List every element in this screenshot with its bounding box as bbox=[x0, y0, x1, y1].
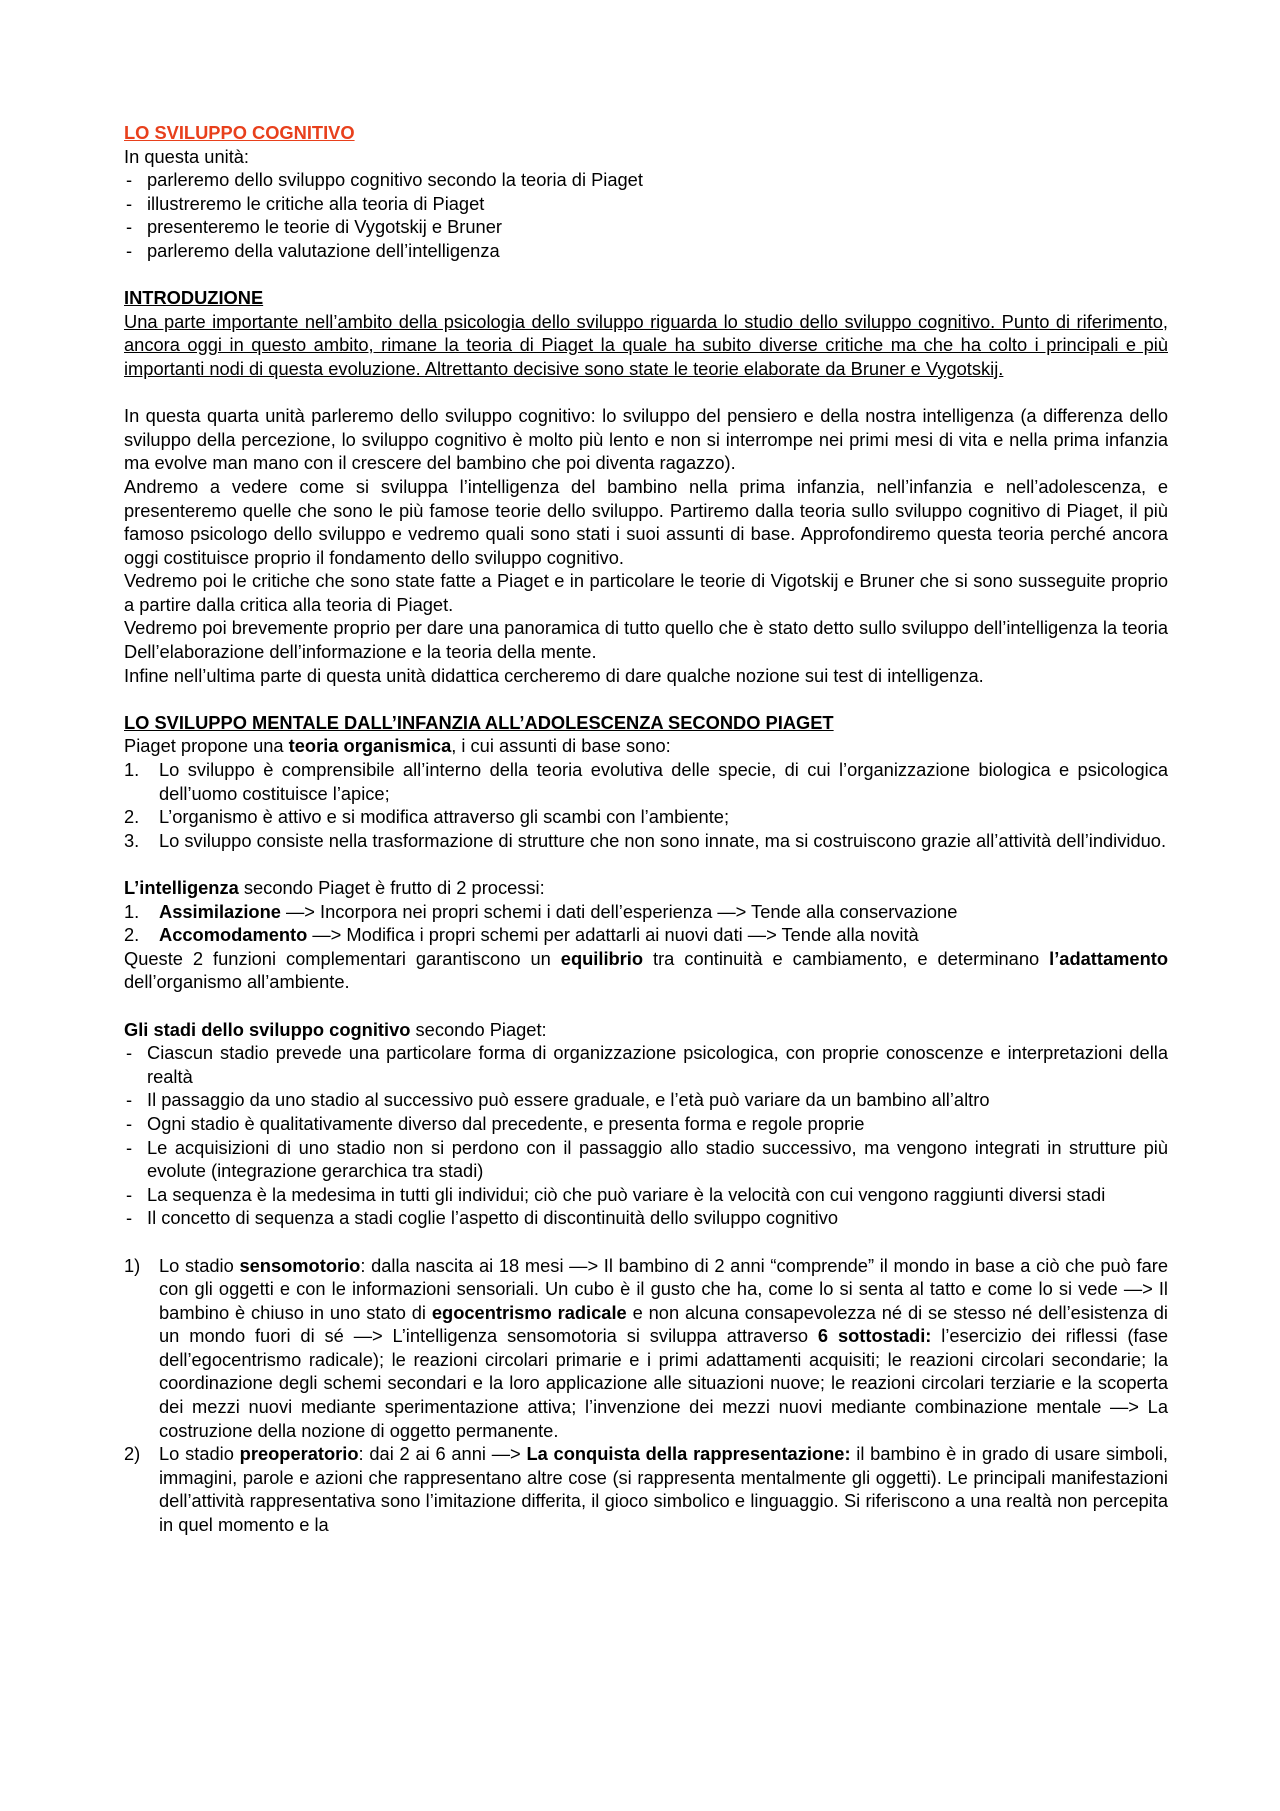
list-item: - illustreremo le critiche alla teoria di Piaget bbox=[124, 192, 1168, 216]
stages-list bbox=[124, 1254, 1168, 1537]
paragraph: Infine nell’ultima parte di questa unità didattica cercheremo di dare qualche nozione sui test di intelligenza. bbox=[124, 664, 984, 686]
list-item: 2. L’organismo è attivo e si modifica attraverso gli scambi con l’ambiente; bbox=[124, 806, 730, 828]
list-item: 1. Assimilazione —> Incorpora nei propri schemi i dati dell’esperienza —> Tende alla conservazione bbox=[124, 900, 958, 922]
paragraph: Vedremo poi brevemente proprio per dare una panoramica di tutto quello che è stato detto sullo sviluppo dell’intelligenza la teoria Dell’elaborazione dell’informazione e la teoria della mente. bbox=[124, 617, 1168, 663]
assumptions-list bbox=[124, 758, 1168, 852]
list-item: - parleremo dello sviluppo cognitivo secondo la teoria di Piaget bbox=[124, 168, 1168, 192]
list-item: - Il concetto di sequenza a stadi coglie l’aspetto di discontinuità dello sviluppo cognitivo bbox=[124, 1206, 1168, 1230]
stage-preoperatorio: 2) Lo stadio preoperatorio: dai 2 ai 6 anni —> La conquista della rappresentazione: il bambino è in grado di usare simboli, immagini, parole e azioni che rappresentano altre cose (si rappresenta mentalmente gli oggetti). Le principali manifestazioni dell’attività rappresentativa sono l’imitazione differita, il gioco simbolico e linguaggio. Si riferiscono a una realtà non percepita in quel momento e la bbox=[124, 1443, 1168, 1536]
list-item: - parleremo della valutazione dell’intelligenza bbox=[124, 239, 1168, 263]
list-item: - Ciascun stadio prevede una particolare forma di organizzazione psicologica, con proprie conoscenze e interpretazioni della realtà bbox=[124, 1041, 1168, 1088]
stadi-line: Gli stadi dello sviluppo cognitivo secondo Piaget: bbox=[124, 1018, 547, 1040]
introduzione-underlined-paragraph: Una parte importante nell’ambito della psicologia dello sviluppo riguarda lo studio dello sviluppo cognitivo. Punto di riferimento, ancora oggi in questo ambito, rimane la teoria di Piaget la quale ha subito diverse critiche ma che ha colto i principali e più importanti nodi di questa evoluzione. Altrettanto decisive sono state le teorie elaborate da Bruner e Vygotskij. bbox=[124, 310, 1168, 379]
document-title: LO SVILUPPO COGNITIVO bbox=[124, 122, 355, 143]
list-item: - Ogni stadio è qualitativamente diverso dal precedente, e presenta forma e regole proprie bbox=[124, 1112, 1168, 1136]
list-item: 3. Lo sviluppo consiste nella trasformazione di strutture che non sono innate, ma si costruiscono grazie all’attività dell’individuo. bbox=[124, 829, 1167, 851]
list-item: - presenteremo le teorie di Vygotskij e Bruner bbox=[124, 215, 1168, 239]
paragraph: Andremo a vedere come si sviluppa l’intelligenza del bambino nella prima infanzia, nell’infanzia e nell’adolescenza, e presenteremo quelle che sono le più famose teorie dello sviluppo. Partiremo dalla teoria sullo sviluppo cognitivo di Piaget, il più famoso psicologo dello sviluppo e vedremo quali sono stati i suoi assunti di base. Approfondiremo questa teoria perché ancora oggi costituisce proprio il fondamento dello sviluppo cognitivo. bbox=[124, 475, 1168, 568]
piaget-lead: Piaget propone una teoria organismica, i cui assunti di base sono: bbox=[124, 735, 671, 757]
list-item: 1. Lo sviluppo è comprensibile all’interno della teoria evolutiva delle specie, di cui l’organizzazione biologica e psicologica dell’uomo costituisce l’apice; bbox=[124, 759, 1168, 804]
list-item: - La sequenza è la medesima in tutti gli individui; ciò che può variare è la velocità con cui vengono raggiunti diversi stadi bbox=[124, 1183, 1168, 1207]
stadi-list bbox=[124, 1041, 1168, 1230]
paragraph: Vedremo poi le critiche che sono state fatte a Piaget e in particolare le teorie di Vigotskij e Bruner che si sono susseguite proprio a partire dalla critica alla teoria di Piaget. bbox=[124, 570, 1168, 615]
list-item: - Il passaggio da uno stadio al successivo può essere graduale, e l’età può variare da un bambino all’altro bbox=[124, 1088, 1168, 1112]
stage-sensomotorio: 1) Lo stadio sensomotorio: dalla nascita ai 18 mesi —> Il bambino di 2 anni “comprende” il mondo in base a ciò che può fare con gli oggetti e con le informazioni sensoriali. Un cubo è il gusto che ha, come lo si senta al tatto e come lo si vede —> Il bambino è chiuso in uno stato di egocentrismo radicale e non alcuna consapevolezza né di se stesso né dell’esistenza di un mondo fuori di sé —> L’intelligenza sensomotoria si sviluppa attraverso 6 sottostadi: l’esercizio dei riflessi (fase dell’egocentrismo radicale); le reazioni circolari primarie e i primi adattamenti acquisiti; le reazioni circolari secondarie; la coordinazione degli schemi secondari e la loro applicazione alle situazioni nuove; le reazioni circolari terziarie e la scoperta dei mezzi nuovi mediante sperimentazione attiva; l’invenzione dei mezzi nuovi mediante combinazione mentale —> La costruzione della nozione di oggetto permanente. bbox=[124, 1254, 1168, 1441]
paragraph: In questa quarta unità parleremo dello sviluppo cognitivo: lo sviluppo del pensiero e della nostra intelligenza (a differenza dello sviluppo della percezione, lo sviluppo cognitivo è molto più lento e non si interrompe nei primi mesi di vita e nella prima infanzia ma evolve man mano con il crescere del bambino che poi diventa ragazzo). bbox=[124, 405, 1168, 474]
functions-paragraph: Queste 2 funzioni complementari garantiscono un equilibrio tra continuità e cambiamento, e determinano l’adattamento dell’organismo all’ambiente. bbox=[124, 947, 1168, 993]
unit-intro-line: In questa unità: bbox=[124, 145, 250, 167]
document-body bbox=[124, 121, 1168, 1537]
introduzione-heading: INTRODUZIONE bbox=[124, 287, 264, 309]
intelligenza-line: L’intelligenza secondo Piaget è frutto di 2 processi: bbox=[124, 877, 545, 898]
piaget-heading: LO SVILUPPO MENTALE DALL’INFANZIA ALL’ADOLESCENZA SECONDO PIAGET bbox=[124, 711, 834, 733]
processes-list bbox=[124, 900, 1168, 947]
unit-items-list bbox=[124, 168, 1168, 262]
list-item: 2. Accomodamento —> Modifica i propri schemi per adattarli ai nuovi dati —> Tende alla novità bbox=[124, 924, 919, 946]
list-item: - Le acquisizioni di uno stadio non si perdono con il passaggio allo stadio successivo, ma vengono integrati in strutture più evolute (integrazione gerarchica tra stadi) bbox=[124, 1136, 1168, 1183]
